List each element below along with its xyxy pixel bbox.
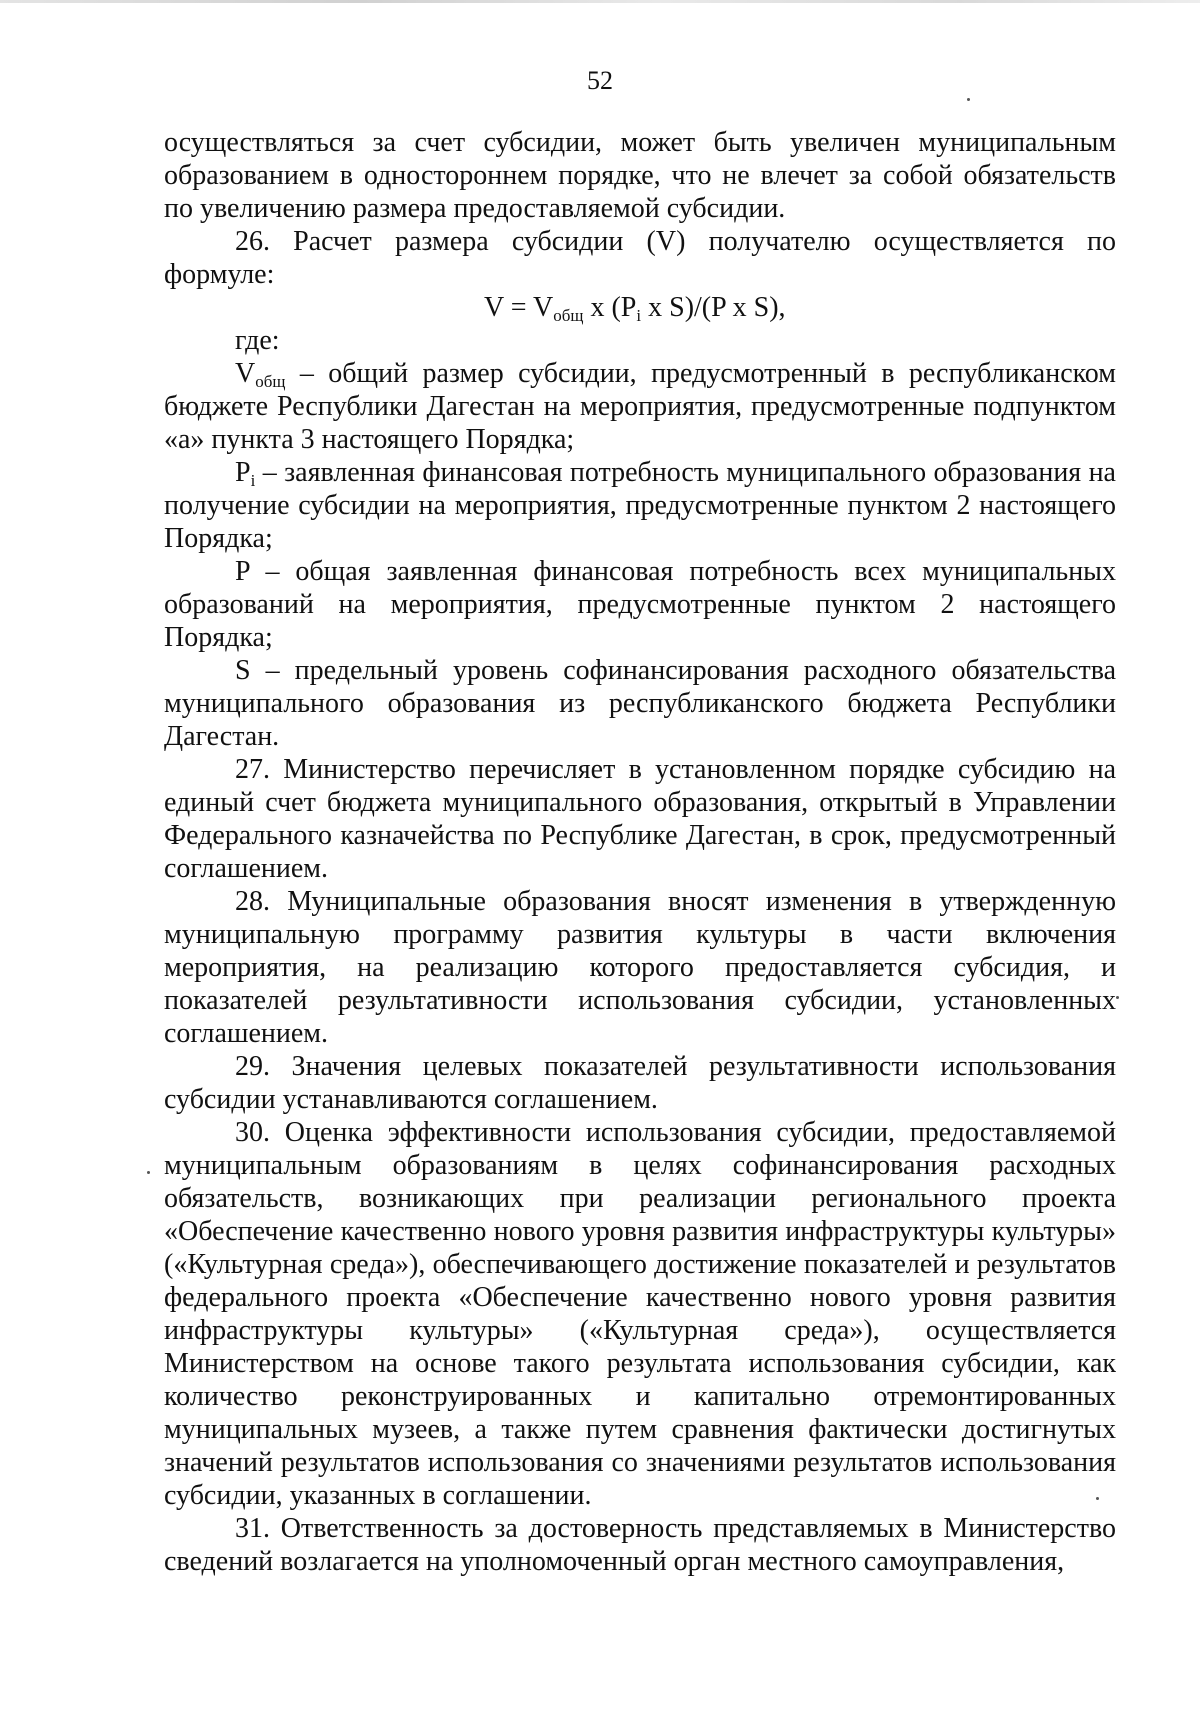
scan-top-edge [0,0,1200,3]
definition-vobsh: $V_{общ}$ – общий размер субсидии, предусмотренный в республиканском бюджете Республики Дагестан на мероприятия, предусмотренные подпунктом «а» пункта 3 настоящего Порядка; [164,358,1116,455]
page-number: 52 [587,66,613,95]
paragraph-continuation: осуществляться за счет субсидии, может быть увеличен муниципальным образованием в одностороннем порядке, что не влечет за собой обязательств по увеличению размера предоставляемой субсидии. [164,127,1116,224]
where-label: где: [235,325,280,356]
scan-speck [967,98,970,101]
scan-speck [147,1171,150,1174]
paragraph-27: 27. Министерство перечисляет в установленном порядке субсидию на единый счет бюджета муниципального образования, открытый в Управлении Федерального казначейства по Республике Дагестан, в срок, предусмотренный соглашением. [164,754,1116,884]
scan-speck [1116,996,1119,999]
paragraph-26: 26. Расчет размера субсидии (V) получателю осуществляется по формуле: [164,226,1116,290]
definition-s: S – предельный уровень софинансирования расходного обязательства муниципального образования из республиканского бюджета Республики Дагестан. [164,655,1116,752]
paragraph-28: 28. Муниципальные образования вносят изменения в утвержденную муниципальную программу развития культуры в части включения мероприятия, на реализацию которого предоставляется субсидия, и показателей результативности использования субсидии, установленных соглашением. [164,886,1116,1049]
formula: $V = V_{общ}$ x ($P_i$ x S)/(P x S), [484,292,786,325]
paragraph-29: 29. Значения целевых показателей результативности использования субсидии устанавливаются соглашением. [164,1051,1116,1115]
scan-speck [1096,1497,1099,1500]
document-body [164,126,1116,1578]
definition-p: P – общая заявленная финансовая потребность всех муниципальных образований на мероприятия, предусмотренные пунктом 2 настоящего Порядка; [164,556,1116,653]
paragraph-30: 30. Оценка эффективности использования субсидии, предоставляемой муниципальным образованиям в целях софинансирования расходных обязательств, возникающих при реализации регионального проекта «Обеспечение качественно нового уровня развития инфраструктуры культуры» («Культурная среда»), обеспечивающего достижение показателей и результатов федерального проекта «Обеспечение качественно нового уровня развития инфраструктуры культуры» («Культурная среда»), осуществляется Министерством на основе такого результата использования субсидии, как количество реконструированных и капитально отремонтированных муниципальных музеев, а также путем сравнения фактически достигнутых значений результатов использования со значениями результатов использования субсидии, указанных в соглашении. [164,1117,1116,1511]
paragraph-31: 31. Ответственность за достоверность представляемых в Министерство сведений возлагается на уполномоченный орган местного самоуправления, [164,1513,1116,1577]
definition-pi: $P_i$ – заявленная финансовая потребность муниципального образования на получение субсидии на мероприятия, предусмотренные пунктом 2 настоящего Порядка; [164,457,1116,554]
